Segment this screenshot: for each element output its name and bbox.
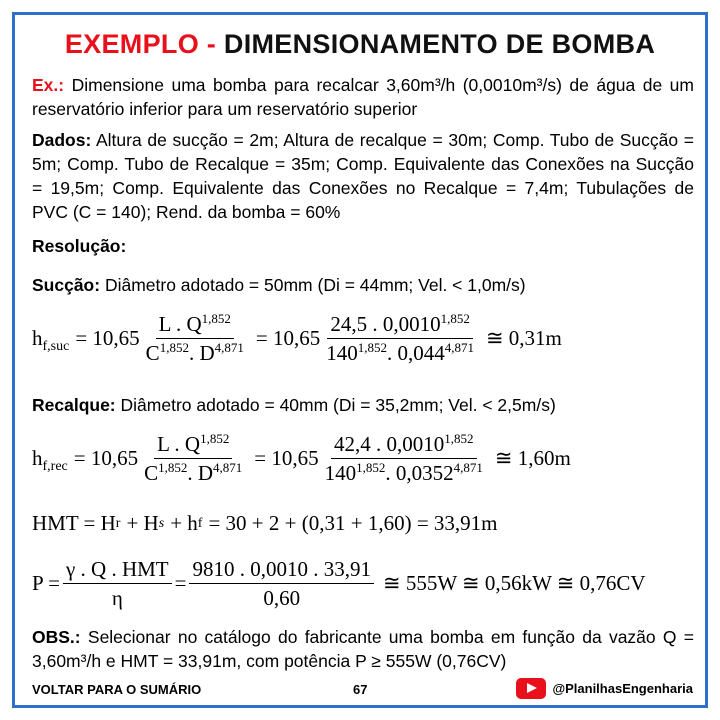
back-to-summary-link[interactable]: VOLTAR PARA O SUMÁRIO — [32, 682, 202, 697]
page-frame — [12, 12, 708, 708]
hmt-equation: HMT = H r + H s + h f = 30 + 2 + (0,31 + 1,60) = 33,91m — [32, 511, 498, 535]
discharge-coef2: = 10,65 — [254, 446, 319, 470]
discharge-fraction-numeric: $\frac{42,4 . 0,0010^{1,852}}{140^{1,852}. 0,0352^{4,871}}$ — [324, 431, 483, 485]
discharge-result: ≅ 1,60m — [494, 446, 571, 470]
suction-fraction-numeric: $\frac{24,5 . 0,0010^{1,852}}{140^{1,852}. 0,044^{4,871}}$ — [326, 311, 474, 365]
resolution-label: Resolução: — [32, 236, 127, 256]
title-main: DIMENSIONAMENTO DE BOMBA — [223, 29, 656, 59]
discharge-equation — [32, 432, 571, 485]
discharge-paragraph — [32, 393, 694, 417]
hmt-plus-hf: + h — [170, 511, 198, 535]
obs-text: Selecionar no catálogo do fabricante uma bomba em função da vazão Q = 3,60m³/h e HMT = 33,91m, com potência P ≥ 555W (0,76CV) — [32, 627, 694, 671]
power-result: ≅ 555W ≅ 0,56kW ≅ 0,76CV — [382, 571, 646, 595]
suction-fraction-symbolic: $\frac{L . Q^{1,852}}{C^{1,852}. D^{4,871}}$ — [145, 311, 244, 365]
suction-result: ≅ 0,31m — [485, 326, 562, 350]
obs-paragraph — [32, 625, 694, 673]
example-paragraph — [32, 73, 694, 121]
channel-name: @PlanilhasEngenharia — [552, 681, 693, 696]
example-label: Ex.: — [32, 75, 65, 95]
power-fraction-numeric: $\frac{9810 . 0,0010 . 33,91}{0,60}$ — [189, 557, 374, 610]
power-lhs: P = — [32, 571, 60, 595]
discharge-fraction-symbolic: $\frac{L . Q^{1,852}}{C^{1,852}. D^{4,871}}$ — [144, 431, 243, 485]
obs-label: OBS.: — [32, 627, 81, 647]
suction-lhs: $h_{f,suc}$ — [32, 326, 70, 354]
data-label: Dados: — [32, 130, 92, 150]
suction-paragraph — [32, 273, 694, 297]
discharge-text: Diâmetro adotado = 40mm (Di = 35,2mm; Vel. < 2,5m/s) — [120, 395, 556, 415]
suction-coef2: = 10,65 — [255, 326, 321, 350]
suction-text: Diâmetro adotado = 50mm (Di = 44mm; Vel. < 1,0m/s) — [104, 275, 526, 295]
data-text: Altura de sucção = 2m; Altura de recalque = 30m; Comp. Tubo de Sucção = 5m; Comp. Tubo de Recalque = 35m; Comp. Equivalente das Conexões na Sucção = 19,5m; Comp. Equivalente das Conexões no Recalque = 7,4m; Tubulações de PVC (C = 140); Rend. da bomba = 60% — [32, 130, 694, 222]
power-fraction-symbolic: $\frac{\text{γ . Q . HMT}}{\eta}$ — [63, 557, 172, 610]
suction-label: Sucção: — [32, 275, 101, 295]
data-paragraph — [32, 128, 694, 224]
suction-coef: = 10,65 — [75, 326, 140, 350]
power-equation — [32, 557, 646, 610]
hmt-result: = 30 + 2 + (0,31 + 1,60) = 33,91m — [208, 511, 498, 535]
discharge-lhs: $h_{f,rec}$ — [32, 446, 68, 474]
example-text: Dimensione uma bomba para recalcar 3,60m³/h (0,0010m³/s) de água de um reservatório inferior para um reservatório superior — [32, 75, 694, 119]
discharge-coef: = 10,65 — [73, 446, 139, 470]
resolution-heading — [32, 234, 694, 258]
title-prefix: EXEMPLO - — [64, 29, 217, 59]
hmt-lhs: HMT = H — [32, 511, 116, 535]
channel-link[interactable] — [516, 678, 693, 699]
page-title — [15, 29, 705, 60]
youtube-icon — [516, 678, 546, 699]
page-number: 67 — [353, 682, 368, 697]
discharge-label: Recalque: — [32, 395, 116, 415]
suction-equation — [32, 312, 562, 365]
hmt-plus-hs: + H — [126, 511, 159, 535]
power-eq: = — [174, 571, 187, 595]
